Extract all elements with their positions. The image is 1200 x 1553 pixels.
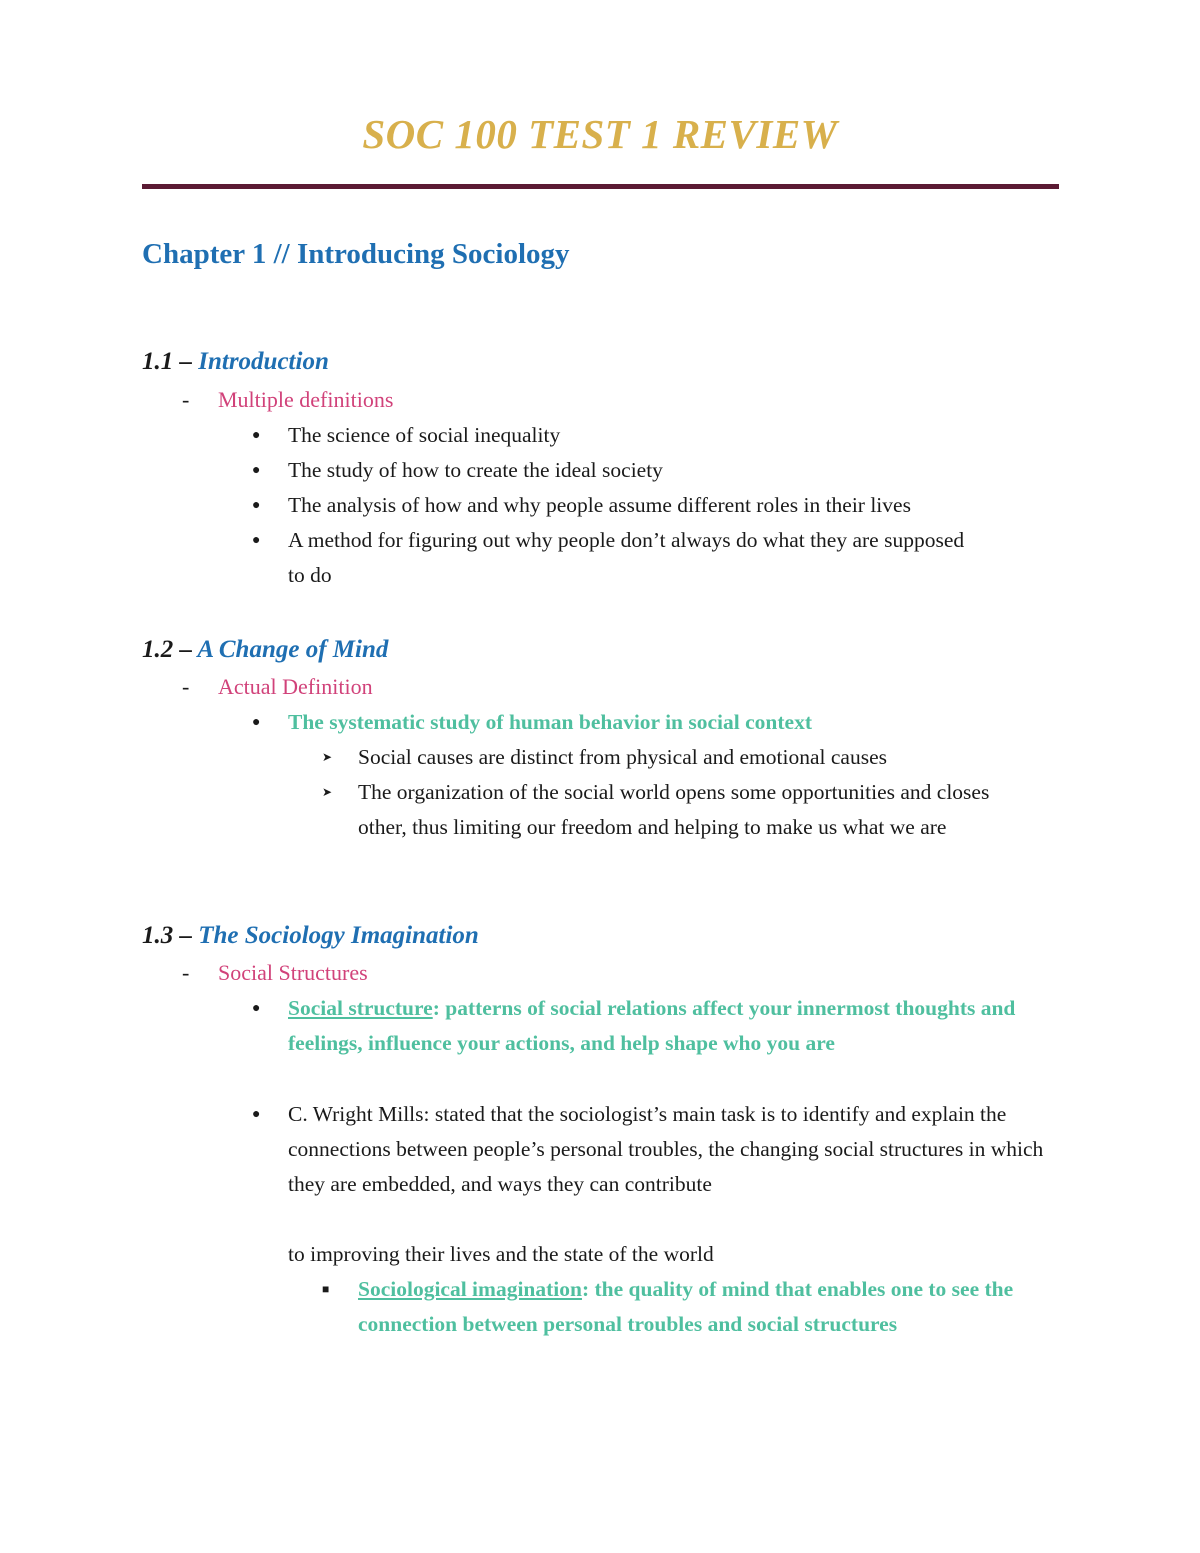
square-bullet-icon: ■ (322, 1282, 330, 1296)
paragraph-continuation: to improving their lives and the state of the world (288, 1242, 714, 1266)
list-item: ● The analysis of how and why people assume different roles in their lives (252, 488, 1042, 523)
bullet-icon: ● (252, 533, 261, 548)
list-item: ● The science of social inequality (252, 418, 1042, 453)
list-item: ● C. Wright Mills: stated that the sociologist’s main task is to identify and explain the connections between people’s personal troubles, the changing social structures in which they are embedded, and ways they can contribute (252, 1097, 1052, 1202)
arrow-bullet-icon: ➤ (322, 785, 333, 799)
bullet-icon: ● (252, 498, 261, 513)
term-definition: : patterns of social relations affect your innermost thoughts and feelings, influence your actions, and help shape who you are (288, 996, 1016, 1055)
sub-list-item: ➤ The organization of the social world opens some opportunities and closes other, thus limiting our freedom and helping to make us what we are (322, 775, 1022, 845)
bullet-icon: ● (252, 1001, 261, 1016)
dash-item-social-structures: - Social Structures (182, 960, 368, 985)
dash-item-label: Actual Definition (218, 674, 373, 699)
list-item: ● A method for figuring out why people don’t always do what they are supposed to do (252, 523, 972, 593)
chapter-heading: Chapter 1 // Introducing Sociology (142, 238, 570, 270)
section-number: 1.1 – (142, 348, 199, 375)
bullet-icon: ● (252, 715, 261, 730)
term-social-structure: Social structure (288, 996, 433, 1020)
document-title: SOC 100 TEST 1 REVIEW (362, 111, 838, 157)
section-title: Introduction (198, 348, 329, 375)
dash-item-label: Multiple definitions (218, 387, 394, 412)
section-number: 1.2 – (142, 636, 198, 663)
title-divider (142, 184, 1059, 189)
term-sociological-imagination: Sociological imagination (358, 1277, 582, 1301)
bullet-icon: ● (252, 1107, 261, 1122)
section-heading-1-2 (142, 636, 388, 664)
list-item (252, 991, 1052, 1061)
section-heading-1-3 (142, 922, 479, 950)
section-heading-1-1 (142, 348, 329, 376)
list-item: ● The systematic study of human behavior in social context (252, 705, 1042, 740)
bullet-icon: ● (252, 463, 261, 478)
dash-item-actual-definition: - Actual Definition (182, 674, 373, 699)
bullet-icon: ● (252, 428, 261, 443)
term-definition: : the quality of mind that enables one to see the connection between personal troubles and social structures (358, 1277, 1014, 1336)
dash-item-multiple-definitions: - Multiple definitions (182, 387, 394, 412)
dash-item-label: Social Structures (218, 960, 368, 985)
arrow-bullet-icon: ➤ (322, 750, 333, 764)
section-title: The Sociology Imagination (198, 922, 479, 949)
list-item: ● The study of how to create the ideal society (252, 453, 1042, 488)
section-title: A Change of Mind (197, 636, 389, 663)
sub-list-item (322, 1272, 1062, 1342)
section-number: 1.3 – (142, 922, 199, 949)
sub-list-item: ➤ Social causes are distinct from physical and emotional causes (322, 740, 1062, 775)
